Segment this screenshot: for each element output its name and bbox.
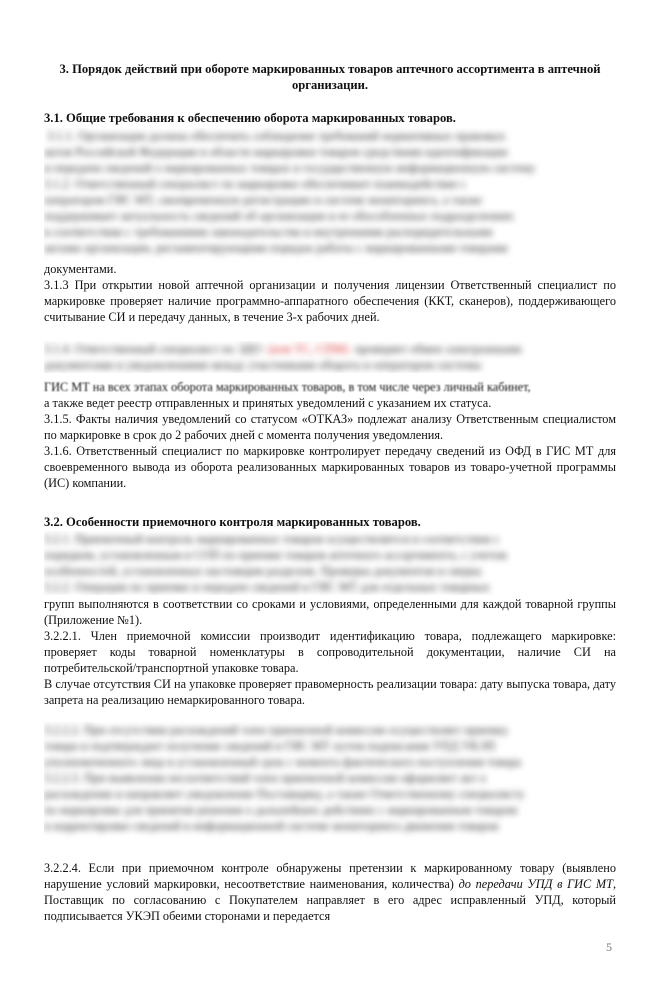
section-title: 3. Порядок действий при обороте маркированных товаров аптечного ассортимента в аптечной организации. [59,62,601,92]
paragraph-3-1-4-tail-a [44,379,616,395]
paragraph-3-2-2-4-text-a: 3.2.2.4. Если при приемочном контроле обнаружены претензии к маркированному товару (выявлено нарушение условий маркировки, несоответствие наименования, количества) [44,861,616,891]
paragraph-3-2-2-4 [44,860,616,924]
blurred-text-block: 3.1.4. Ответственный специалист по ЭДО (или ТС, СПМ) проверяет обмен электронными документами и уведомлениями между участниками оборота и оператором системы [44,342,522,372]
heading-3-1: 3.1. Общие требования к обеспечению оборота маркированных товаров. [44,111,456,125]
paragraph-3-1-4-tail-a-text: ГИС МТ на всех этапах оборота маркированных товаров, в том числе через личный кабинет, [44,380,531,394]
paragraph-3-2-tail: групп выполняются в соответствии со сроками и условиями, определенными для каждой товарной группы (Приложение №1). [44,597,616,627]
paragraph-3-1-4-tail-b: а также ведет реестр отправленных и принятых уведомлений с указанием их статуса. [44,396,492,410]
paragraph-3-2-2-1: 3.2.2.1. Член приемочной комиссии производит идентификацию товара, подлежащего маркировке: проверяет коды товарной номенклатуры в сопроводительной документации, наличие СИ на потребительской/транспортной упаковке товара. [44,629,616,675]
paragraph-3-2-2-1-b: В случае отсутствия СИ на упаковке проверяет правомерность реализации товара: дату выпуска товара, дату запрета на реализацию немаркированного товара. [44,677,616,707]
page-number: 5 [606,940,612,954]
paragraph-3-2-2-4-text-b: , Поставщик по согласованию с Покупателем направляет в его адрес исправленный УПД, который подписывается УКЭП обеими сторонами и передается [44,877,617,923]
paragraph-3-1-6: 3.1.6. Ответственный специалист по маркировке контролирует передачу сведений из ОФД в ГИС МТ для своевременного вывода из оборота реализованных маркированных товаров из товаро-учетной программы (ИС) компании. [44,444,616,490]
blurred-tail-text: документами. [44,262,117,276]
heading-3-2: 3.2. Особенности приемочного контроля маркированных товаров. [44,515,421,529]
blurred-text-block: 3.2.2.2. При отсутствии расхождений член приемочной комиссии осуществляет приемку товара и подтверждает получение сведений в ГИС МТ путем подписания УПД УКЭП уполномоченного лица в установленный срок с момента фактического поступления товара 3.2.2.3. При выявлении несоответствий член приемочной комиссии оформляет акт о расхождении и направляет уведомление Поставщику, а также Ответственному специалисту по маркировке для принятия решения о дальнейших действиях с маркированным товаром и корректировке сведений в информационной системе мониторинга движения товаров [44,723,525,833]
paragraph-3-1-3: 3.1.3 При открытии новой аптечной организации и получения лицензии Ответственный специалист по маркировке проверяет наличие программно-аппаратного обеспечения (ККТ, сканеров), поддерживающего считывание СИ и передачу данных, в течение 3-х рабочих дней. [44,278,616,324]
paragraph-3-1-5: 3.1.5. Факты наличия уведомлений со статусом «ОТКАЗ» подлежат анализу Ответственным специалистом по маркировке в срок до 2 рабочих дней с момента получения уведомления. [44,412,616,442]
blurred-text-block: 3.2.1. Приемочный контроль маркированных товаров осуществляется в соответствии с порядком, установленным в СОП по приемке товаров аптечного ассортимента, с учетом особенностей, установленных настоящим разделом. Проверка документов и сверка 3.2.2. Операции по приемке и передаче сведений в ГИС МТ для отдельных товарных [44,532,507,594]
paragraph-3-2-2-4-italic: до передачи УПД в ГИС МТ [458,877,613,891]
blurred-text-block: 3.1.1. Организация должна обеспечить соблюдение требований нормативных правовых актов Российской Федерации в области маркировки товаров средствами идентификации и передачи сведений о маркированных товарах в государственную информационную систему 3.1.2. Ответственный специалист по маркировке обеспечивает взаимодействие с оператором ГИС МТ, своевременную регистрацию в системе мониторинга, а также поддерживает актуальность сведений об организации и ее обособленных подразделениях в соответствии с требованиями законодательства и внутренними распорядительными актами организации, регламентирующими порядок работы с маркированными товарами [44,129,536,255]
